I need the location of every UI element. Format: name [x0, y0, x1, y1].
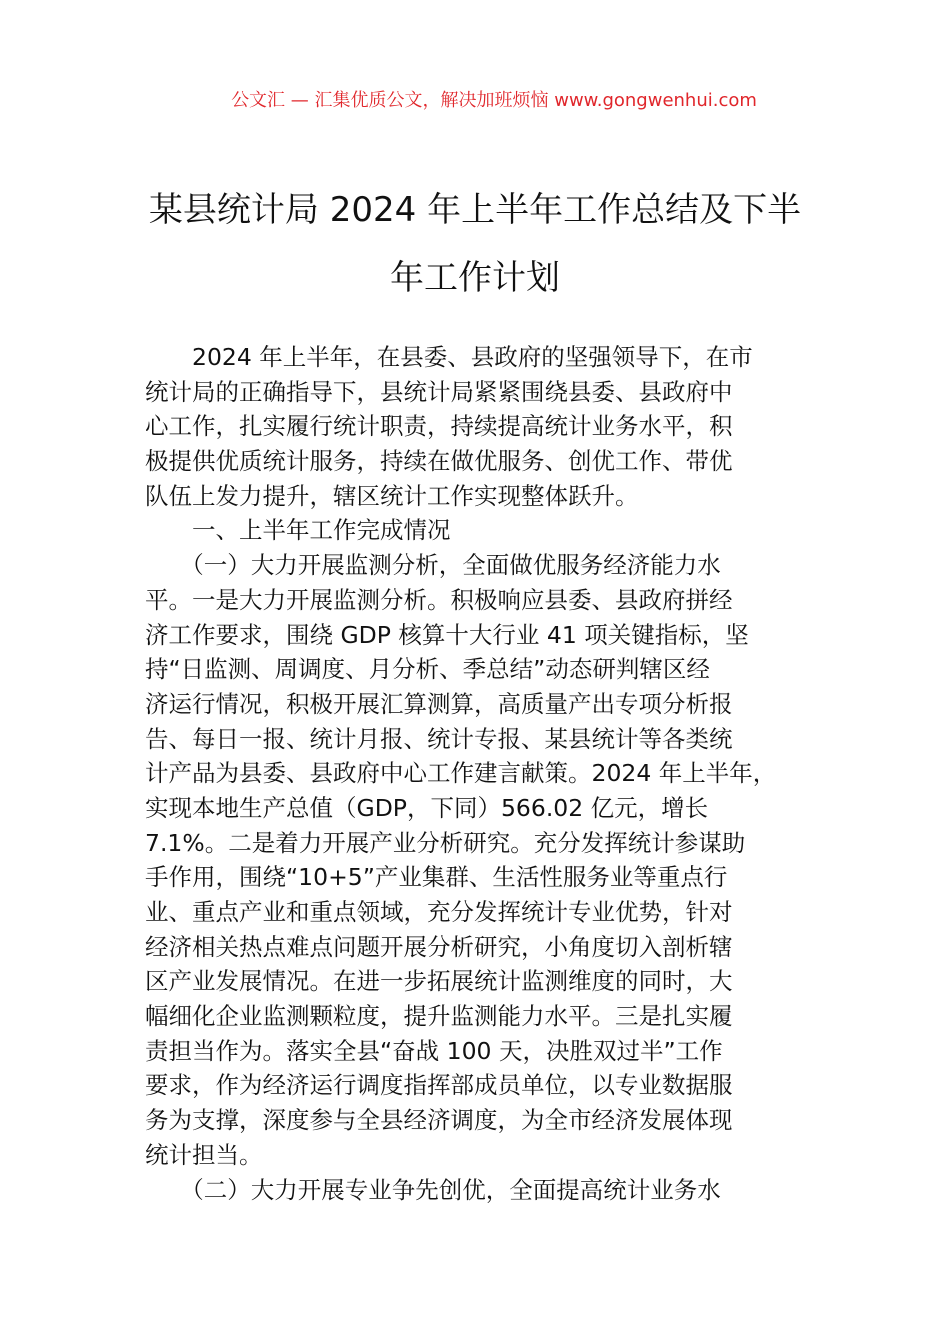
body-text-line: 业、重点产业和重点领域，充分发挥统计专业优势，针对 [145, 898, 733, 926]
watermark-banner: 公文汇 — 汇集优质公文，解决加班烦恼 www.gongwenhui.com [231, 90, 757, 111]
body-text-line: 心工作，扎实履行统计职责，持续提高统计业务水平，积 [145, 412, 733, 441]
document-title-line-1: 某县统计局 2024 年上半年工作总结及下半 [148, 190, 802, 230]
body-text-line: （二）大力开展专业争先创优，全面提高统计业务水 [145, 1175, 721, 1204]
document-title-line-2: 年工作计划 [390, 258, 560, 298]
document-body [145, 340, 845, 1207]
body-text-line: 计产品为县委、县政府中心工作建言献策。2024 年上半年， [145, 759, 777, 788]
body-text-line: 务为支撑，深度参与全县经济调度，为全市经济发展体现 [145, 1106, 733, 1135]
body-text-line: 2024 年上半年，在县委、县政府的坚强领导下，在市 [145, 343, 753, 371]
body-text-line: 实现本地生产总值（GDP，下同）566.02 亿元，增长 [145, 793, 709, 822]
body-text-line: 持“日监测、周调度、月分析、季总结”动态研判辖区经 [145, 655, 710, 684]
body-text-line: 统计局的正确指导下，县统计局紧紧围绕县委、县政府中 [145, 377, 733, 406]
body-text-line: 责担当作为。落实全县“奋战 100 天，决胜双过半”工作 [145, 1036, 723, 1065]
body-text-line: 队伍上发力提升，辖区统计工作实现整体跃升。 [145, 481, 639, 510]
body-text-line: 告、每日一报、统计月报、统计专报、某县统计等各类统 [145, 724, 733, 753]
body-text-line: 经济相关热点难点问题开展分析研究，小角度切入剖析辖 [145, 932, 733, 961]
body-text-line: 济运行情况，积极开展汇算测算，高质量产出专项分析报 [145, 689, 733, 718]
body-text-line: 济工作要求，围绕 GDP 核算十大行业 41 项关键指标，坚 [145, 620, 749, 649]
body-text-line: 平。一是大力开展监测分析。积极响应县委、县政府拼经 [145, 585, 733, 614]
body-text-line: 区产业发展情况。在进一步拓展统计监测维度的同时，大 [145, 967, 733, 996]
body-text-line: 统计担当。 [145, 1140, 263, 1169]
body-text-line: 一、上半年工作完成情况 [145, 516, 451, 545]
body-text-line: 极提供优质统计服务，持续在做优服务、创优工作、带优 [145, 447, 733, 476]
body-text-line: 7.1%。二是着力开展产业分析研究。充分发挥统计参谋助 [145, 828, 746, 857]
body-text-line: 手作用，围绕“10+5”产业集群、生活性服务业等重点行 [145, 863, 728, 892]
body-text-line: 幅细化企业监测颗粒度，提升监测能力水平。三是扎实履 [145, 1002, 733, 1031]
body-text-line: 要求，作为经济运行调度指挥部成员单位，以专业数据服 [145, 1071, 733, 1100]
body-text-line: （一）大力开展监测分析，全面做优服务经济能力水 [145, 551, 721, 580]
